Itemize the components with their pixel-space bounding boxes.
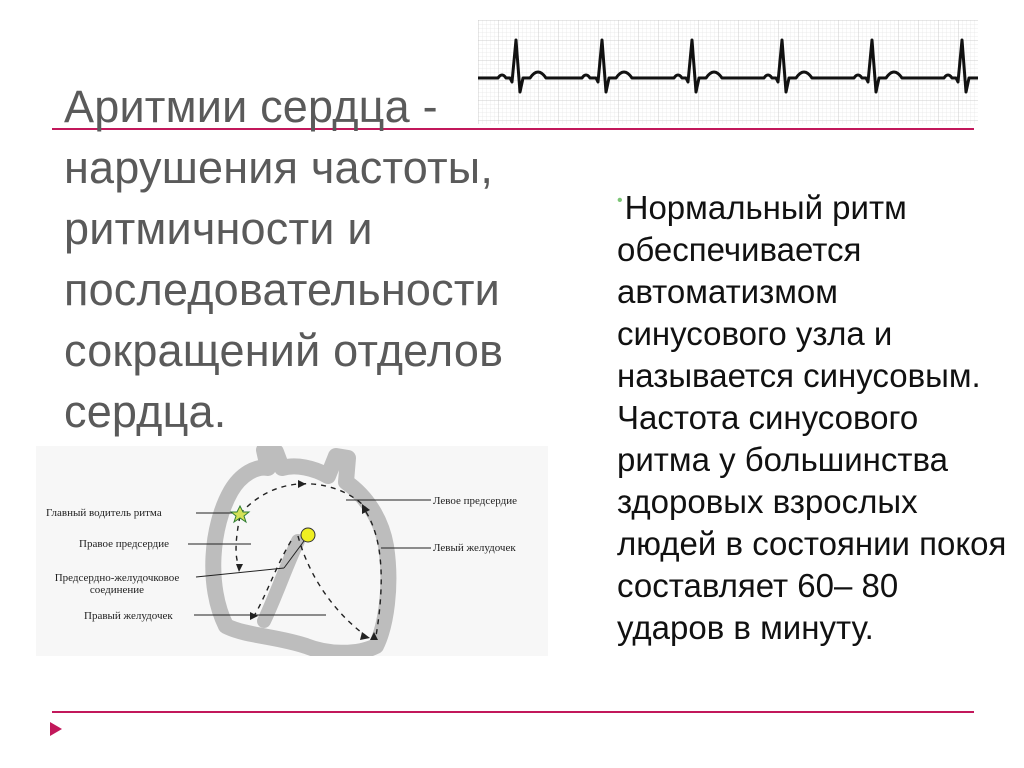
body-text: Нормальный ритм обеспечивается автоматизмом синусового узла и называется синусовым. Частота синусового ритма у большинства здоровых взрослых людей в состоянии покоя составляет 60– 80 ударов в минуту.	[617, 189, 1007, 646]
heart-conduction-diagram	[36, 446, 548, 656]
play-triangle-icon[interactable]	[50, 722, 62, 736]
label-left-atrium: Левое предсердие	[433, 495, 517, 507]
slide-title: Аритмии сердца - нарушения частоты, ритмичности и последовательности сокращений отделов сердца.	[64, 81, 504, 437]
label-main-pacemaker: Главный водитель ритма	[46, 507, 162, 519]
av-node-circle-icon	[301, 528, 315, 542]
label-left-ventricle: Левый желудочек	[433, 542, 516, 554]
bullet-dot: •	[617, 192, 623, 209]
label-right-ventricle: Правый желудочек	[84, 610, 173, 622]
label-av-node: Предсердно-желудочковое соединение	[54, 572, 180, 596]
body-paragraph	[617, 180, 1012, 649]
bottom-divider	[52, 711, 974, 713]
label-right-atrium: Правое предсердие	[79, 538, 170, 550]
